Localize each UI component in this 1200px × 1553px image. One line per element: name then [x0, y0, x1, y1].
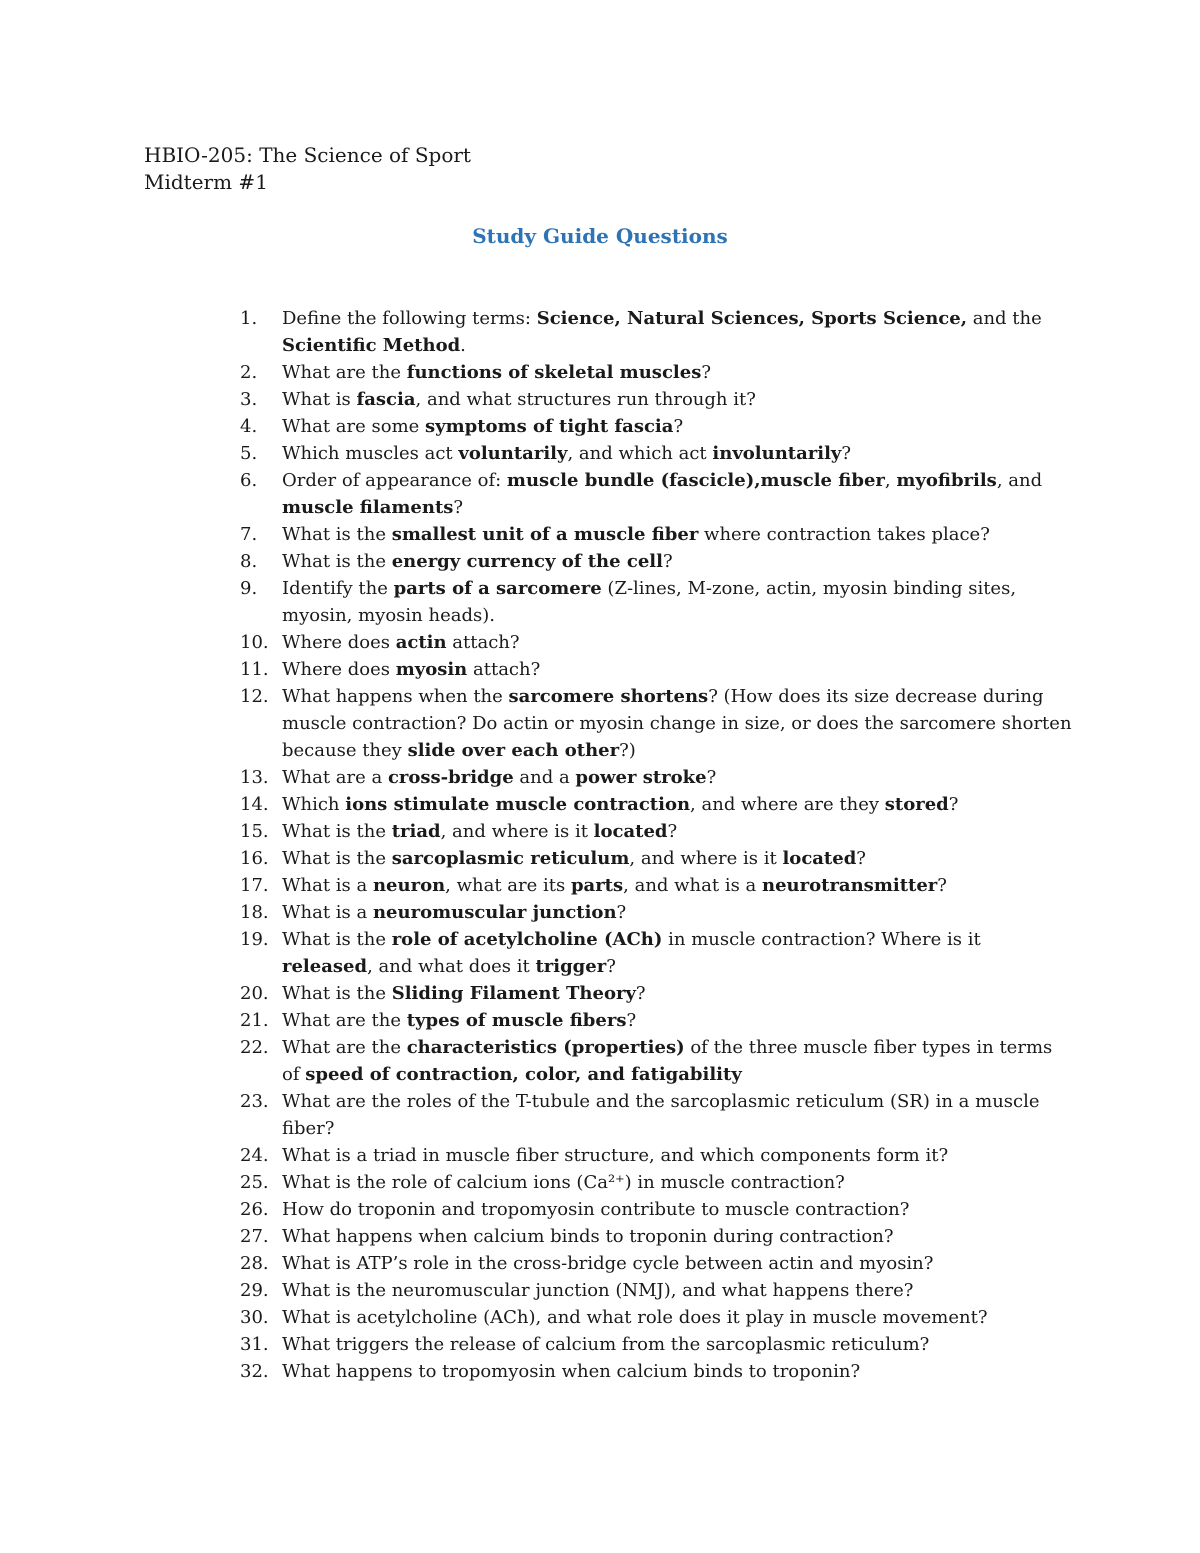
question-number: 17. [240, 875, 269, 896]
question-text-segment: , and what is a [623, 875, 763, 896]
question-item [0, 386, 1072, 413]
question-text-segment: , [884, 470, 897, 491]
bold-term: released [282, 956, 368, 977]
question-text [282, 1010, 636, 1031]
question-text-segment: attach? [467, 659, 541, 680]
question-item [0, 1277, 1072, 1304]
question-text-segment: , and where is it [629, 848, 783, 869]
question-text [282, 1307, 987, 1328]
bold-term: myosin [395, 659, 468, 680]
question-text-segment: How do troponin and tropomyosin contribute to muscle contraction? [282, 1199, 910, 1220]
question-text-segment: ? (How does its size decrease during muscle contraction? Do actin or myosin change in size, or does the sarcomere shorten because they [282, 686, 1072, 761]
question-text-segment: Order of appearance of: [282, 470, 507, 491]
question-item [0, 548, 1072, 575]
question-text-segment: What are some [282, 416, 426, 437]
question-text [282, 416, 683, 437]
bold-term: muscle bundle (fascicle),muscle fiber [506, 470, 885, 491]
question-text [282, 632, 520, 653]
question-item [0, 1250, 1072, 1277]
question-text-segment: What is the [282, 821, 392, 842]
bold-term: types of muscle fibers [406, 1010, 627, 1031]
question-text-segment: ? [616, 902, 627, 923]
question-number: 1. [240, 308, 258, 329]
question-text-segment: ? [635, 983, 646, 1004]
question-number: 15. [240, 821, 269, 842]
question-text [282, 1334, 929, 1355]
question-number: 6. [240, 470, 258, 491]
question-text-segment: What is the role of calcium ions (Ca²⁺) in muscle contraction? [282, 1172, 845, 1193]
question-item [0, 467, 1072, 521]
question-text-segment: attach? [446, 632, 520, 653]
bold-term: stored [884, 794, 949, 815]
question-text-segment: What is [282, 389, 357, 410]
question-text [282, 524, 990, 545]
question-text-segment: Identify the [282, 578, 394, 599]
bold-term: neuromuscular junction [372, 902, 617, 923]
question-item [0, 521, 1072, 548]
bold-term: speed of contraction, color, and fatigability [305, 1064, 742, 1085]
question-item [0, 845, 1072, 872]
question-number: 2. [240, 362, 258, 383]
course-title: HBIO-205: The Science of Sport [144, 143, 471, 167]
question-text-segment: , and where are they [690, 794, 885, 815]
question-item [0, 575, 1072, 629]
bold-term: parts [570, 875, 624, 896]
question-text-segment: What is a [282, 902, 373, 923]
bold-term: ions stimulate muscle contraction [345, 794, 691, 815]
question-item [0, 1088, 1072, 1142]
bold-term: role of acetylcholine (ACh) [391, 929, 663, 950]
question-text-segment: What are the [282, 362, 407, 383]
bold-term: muscle filaments [282, 497, 454, 518]
question-text [282, 1226, 894, 1247]
question-text-segment: of the three muscle fiber types in terms of [282, 1037, 1053, 1085]
question-item [0, 1223, 1072, 1250]
question-text-segment: ? [453, 497, 464, 518]
question-text-segment: ? [701, 362, 711, 383]
question-text-segment: Define the following terms: [282, 308, 537, 329]
question-list [0, 305, 1200, 1385]
question-text [282, 1253, 933, 1274]
question-text-segment: What happens when the [282, 686, 509, 707]
question-text-segment: What happens when calcium binds to troponin during contraction? [282, 1226, 894, 1247]
question-item [0, 791, 1072, 818]
question-text-segment: What is the [282, 524, 392, 545]
question-text-segment: where contraction takes place? [698, 524, 990, 545]
question-text [282, 902, 626, 923]
question-text-segment: ? [937, 875, 947, 896]
question-text-segment: What are the [282, 1010, 407, 1031]
question-number: 19. [240, 929, 269, 950]
bold-term: Science, Natural Sciences, Sports Science, [536, 308, 967, 329]
bold-term: characteristics (properties) [406, 1037, 685, 1058]
question-number: 31. [240, 1334, 269, 1355]
question-number: 25. [240, 1172, 269, 1193]
bold-term: actin [395, 632, 447, 653]
bold-term: sarcomere shortens [508, 686, 709, 707]
question-number: 11. [240, 659, 269, 680]
question-item [0, 1358, 1072, 1385]
question-item [0, 656, 1072, 683]
question-text-segment: ? [626, 1010, 637, 1031]
question-item [0, 980, 1072, 1007]
question-text [282, 929, 981, 977]
question-number: 12. [240, 686, 269, 707]
question-text-segment: What are a [282, 767, 388, 788]
question-item [0, 629, 1072, 656]
question-text [282, 875, 947, 896]
question-text-segment: , and what does it [367, 956, 536, 977]
bold-term: neurotransmitter [762, 875, 938, 896]
question-text-segment: , and what structures run through it? [415, 389, 756, 410]
question-text [282, 551, 673, 572]
question-item [0, 1142, 1072, 1169]
question-text-segment: What is a triad in muscle fiber structure, and which components form it? [282, 1145, 949, 1166]
question-item [0, 764, 1072, 791]
question-number: 5. [240, 443, 258, 464]
question-item [0, 305, 1072, 359]
question-text [282, 983, 646, 1004]
bold-term: Sliding Filament Theory [391, 983, 636, 1004]
question-text-segment: ? [606, 956, 616, 977]
question-text-segment: ? [662, 551, 673, 572]
question-number: 24. [240, 1145, 269, 1166]
question-item [0, 926, 1072, 980]
question-text-segment: Where does [282, 632, 396, 653]
bold-term: neuron [372, 875, 446, 896]
question-text [282, 1280, 913, 1301]
question-item [0, 359, 1072, 386]
question-text-segment: ? [673, 416, 684, 437]
question-text [282, 389, 756, 410]
question-text [282, 767, 716, 788]
question-item [0, 683, 1072, 764]
question-number: 23. [240, 1091, 269, 1112]
question-text [282, 362, 711, 383]
question-text [282, 1361, 860, 1382]
question-item [0, 1169, 1072, 1196]
question-text-segment: What are the [282, 1037, 407, 1058]
question-text [282, 848, 866, 869]
question-text-segment: . [460, 335, 466, 356]
bold-term: myofibrils [896, 470, 997, 491]
question-number: 13. [240, 767, 269, 788]
question-text [282, 443, 851, 464]
bold-term: trigger [535, 956, 607, 977]
bold-term: parts of a sarcomere [393, 578, 602, 599]
question-number: 30. [240, 1307, 269, 1328]
bold-term: symptoms of tight fascia [425, 416, 674, 437]
question-text-segment: , and [996, 470, 1043, 491]
bold-term: energy currency of the cell [391, 551, 663, 572]
question-text-segment: What is ATP’s role in the cross-bridge cycle between actin and myosin? [282, 1253, 934, 1274]
question-text-segment: What is the [282, 983, 392, 1004]
question-text-segment: ? [841, 443, 852, 464]
bold-term: triad [391, 821, 441, 842]
question-number: 10. [240, 632, 269, 653]
question-number: 8. [240, 551, 258, 572]
question-number: 26. [240, 1199, 269, 1220]
question-item [0, 1034, 1072, 1088]
question-text-segment: ?) [619, 740, 636, 761]
bold-term: functions of skeletal muscles [406, 362, 702, 383]
question-text-segment: What is the [282, 551, 392, 572]
document-header [144, 142, 471, 196]
bold-term: fascia [356, 389, 416, 410]
question-number: 21. [240, 1010, 269, 1031]
question-text-segment: Where does [282, 659, 396, 680]
question-number: 7. [240, 524, 258, 545]
question-text-segment: ? [856, 848, 866, 869]
question-text [282, 794, 958, 815]
question-text-segment: and a [513, 767, 576, 788]
question-text [282, 1199, 909, 1220]
question-text [282, 308, 1042, 356]
question-text-segment: What is the [282, 848, 392, 869]
bold-term: voluntarily [458, 443, 568, 464]
page-title: Study Guide Questions [472, 224, 728, 248]
question-item [0, 818, 1072, 845]
question-text [282, 470, 1042, 518]
question-item [0, 440, 1072, 467]
question-number: 4. [240, 416, 258, 437]
question-text [282, 686, 1072, 761]
question-text-segment: What are the roles of the T-tubule and the sarcoplasmic reticulum (SR) in a muscle fiber? [282, 1091, 1040, 1139]
question-text-segment: , and which act [567, 443, 713, 464]
bold-term: involuntarily [712, 443, 842, 464]
question-number: 20. [240, 983, 269, 1004]
question-number: 28. [240, 1253, 269, 1274]
question-number: 22. [240, 1037, 269, 1058]
bold-term: located [782, 848, 857, 869]
question-item [0, 1304, 1072, 1331]
bold-term: Scientific Method [282, 335, 461, 356]
bold-term: power stroke [575, 767, 707, 788]
question-text-segment: What happens to tropomyosin when calcium binds to troponin? [282, 1361, 861, 1382]
question-text-segment: What is the [282, 929, 392, 950]
question-text [282, 1172, 845, 1193]
question-item [0, 872, 1072, 899]
question-number: 29. [240, 1280, 269, 1301]
question-item [0, 1331, 1072, 1358]
question-text-segment: (Z-lines, M-zone, actin, myosin binding sites, myosin, myosin heads). [282, 578, 1017, 626]
question-item [0, 899, 1072, 926]
question-text-segment: ? [706, 767, 717, 788]
question-number: 32. [240, 1361, 269, 1382]
question-text-segment: Which muscles act [282, 443, 459, 464]
question-text-segment: What triggers the release of calcium from the sarcoplasmic reticulum? [282, 1334, 930, 1355]
bold-term: located [593, 821, 668, 842]
question-text-segment: and the [966, 308, 1042, 329]
question-text-segment: , and where is it [440, 821, 594, 842]
question-text-segment: , what are its [445, 875, 571, 896]
exam-name: Midterm #1 [144, 170, 268, 194]
bold-term: cross-bridge [387, 767, 514, 788]
question-text-segment: What is the neuromuscular junction (NMJ), and what happens there? [282, 1280, 914, 1301]
question-text-segment: ? [948, 794, 959, 815]
question-item [0, 1196, 1072, 1223]
bold-term: slide over each other [407, 740, 620, 761]
question-text-segment: What is acetylcholine (ACh), and what role does it play in muscle movement? [282, 1307, 988, 1328]
question-item [0, 1007, 1072, 1034]
question-text [282, 1091, 1040, 1139]
question-text-segment: What is a [282, 875, 373, 896]
question-text-segment: ? [667, 821, 678, 842]
question-text [282, 1145, 948, 1166]
question-text-segment: in muscle contraction? Where is it [662, 929, 981, 950]
question-text-segment: Which [282, 794, 346, 815]
bold-term: sarcoplasmic reticulum [391, 848, 630, 869]
question-text [282, 659, 540, 680]
question-number: 16. [240, 848, 269, 869]
question-number: 14. [240, 794, 269, 815]
question-number: 18. [240, 902, 269, 923]
question-text [282, 578, 1016, 626]
question-number: 9. [240, 578, 258, 599]
question-number: 27. [240, 1226, 269, 1247]
question-number: 3. [240, 389, 258, 410]
bold-term: smallest unit of a muscle fiber [391, 524, 699, 545]
question-text [282, 1037, 1052, 1085]
question-item [0, 413, 1072, 440]
question-text [282, 821, 677, 842]
